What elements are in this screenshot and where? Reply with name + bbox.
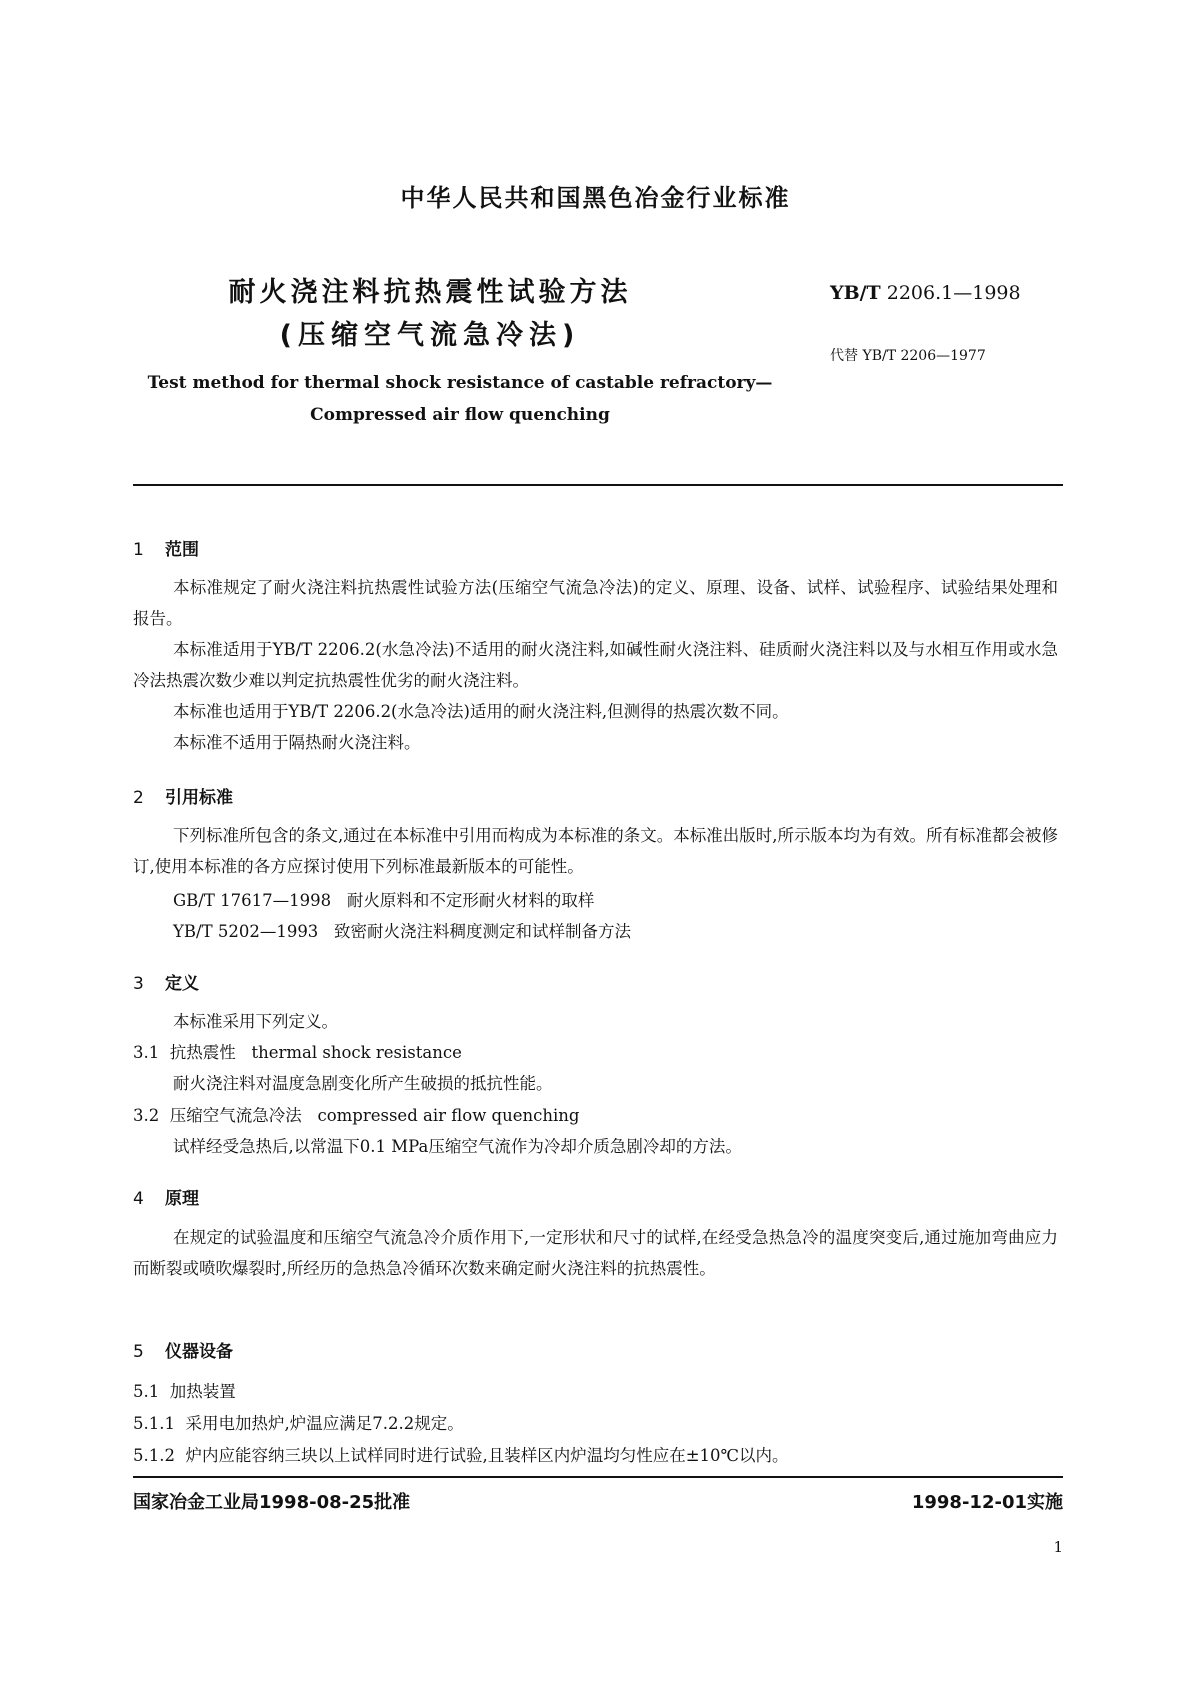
definition-body: 试样经受急热后,以常温下0.1 MPa压缩空气流作为冷却介质急剧冷却的方法。 bbox=[173, 1137, 742, 1156]
section-heading-definitions bbox=[133, 969, 199, 994]
replaces-standard: 代替 YB/T 2206—1977 bbox=[830, 348, 986, 364]
paragraph: 本标准也适用于YB/T 2206.2(水急冷法)适用的耐火浇注料,但测得的热震次数不同。 bbox=[173, 702, 789, 721]
paragraph: 本标准不适用于隔热耐火浇注料。 bbox=[173, 733, 421, 752]
section-title: 定义 bbox=[165, 974, 199, 994]
definition-term: 3.2 压缩空气流急冷法 compressed air flow quenching bbox=[133, 1106, 580, 1125]
standard-code: 2206.1—1998 bbox=[886, 282, 1021, 304]
standard-title-cn: 耐火浇注料抗热震性试验方法 bbox=[228, 277, 632, 308]
header-divider bbox=[133, 484, 1063, 486]
section-heading-scope bbox=[133, 535, 199, 560]
section-number: 2 bbox=[133, 788, 144, 808]
section-heading-principle bbox=[133, 1184, 199, 1209]
clause: 5.1.2 炉内应能容纳三块以上试样同时进行试验,且装样区内炉温均匀性应在±10℃以内。 bbox=[133, 1446, 789, 1465]
section-number: 3 bbox=[133, 974, 144, 994]
paragraph: 本标准采用下列定义。 bbox=[173, 1012, 338, 1031]
page-number: 1 bbox=[1053, 1538, 1063, 1556]
paragraph: 下列标准所包含的条文,通过在本标准中引用而构成为本标准的条文。本标准出版时,所示版本均为有效。所有标准都会被修订,使用本标准的各方应探讨使用下列标准最新版本的可能性。 bbox=[133, 826, 1058, 876]
section-number: 1 bbox=[133, 540, 144, 560]
reference-item: YB/T 5202—1993 致密耐火浇注料稠度测定和试样制备方法 bbox=[173, 922, 632, 941]
footer-divider bbox=[133, 1476, 1063, 1478]
section-title: 仪器设备 bbox=[165, 1342, 233, 1362]
section-number: 4 bbox=[133, 1189, 144, 1209]
section-heading-references bbox=[133, 783, 233, 808]
issuing-body-title: 中华人民共和国黑色冶金行业标准 bbox=[400, 184, 791, 212]
paragraph: 本标准适用于YB/T 2206.2(水急冷法)不适用的耐火浇注料,如碱性耐火浇注料、硅质耐火浇注料以及与水相互作用或水急冷法热震次数少难以判定抗热震性优劣的耐火浇注料。 bbox=[133, 640, 1058, 690]
section-title: 引用标准 bbox=[165, 788, 233, 808]
standard-number bbox=[830, 282, 1021, 304]
section-title: 范围 bbox=[165, 540, 199, 560]
clause: 5.1.1 采用电加热炉,炉温应满足7.2.2规定。 bbox=[133, 1414, 464, 1433]
standard-subtitle-cn: (压缩空气流急冷法) bbox=[279, 320, 581, 351]
standard-title-en: Test method for thermal shock resistance of castable refractory— bbox=[147, 373, 773, 393]
standard-prefix: YB/T bbox=[830, 282, 881, 304]
approval-note: 国家冶金工业局1998-08-25批准 bbox=[133, 1492, 411, 1513]
paragraph: 本标准规定了耐火浇注料抗热震性试验方法(压缩空气流急冷法)的定义、原理、设备、试样、试验程序、试验结果处理和报告。 bbox=[133, 578, 1058, 628]
section-number: 5 bbox=[133, 1342, 144, 1362]
paragraph: 在规定的试验温度和压缩空气流急冷介质作用下,一定形状和尺寸的试样,在经受急热急冷的温度突变后,通过施加弯曲应力而断裂或喷吹爆裂时,所经历的急热急冷循环次数来确定耐火浇注料的抗热震性。 bbox=[133, 1228, 1058, 1278]
standard-subtitle-en: Compressed air flow quenching bbox=[310, 405, 610, 425]
clause: 5.1 加热装置 bbox=[133, 1382, 236, 1401]
effective-date: 1998-12-01实施 bbox=[911, 1492, 1063, 1513]
definition-body: 耐火浇注料对温度急剧变化所产生破损的抵抗性能。 bbox=[173, 1074, 553, 1093]
section-title: 原理 bbox=[165, 1189, 199, 1209]
section-heading-apparatus bbox=[133, 1337, 233, 1362]
reference-item: GB/T 17617—1998 耐火原料和不定形耐火材料的取样 bbox=[173, 891, 595, 910]
definition-term: 3.1 抗热震性 thermal shock resistance bbox=[133, 1043, 462, 1062]
